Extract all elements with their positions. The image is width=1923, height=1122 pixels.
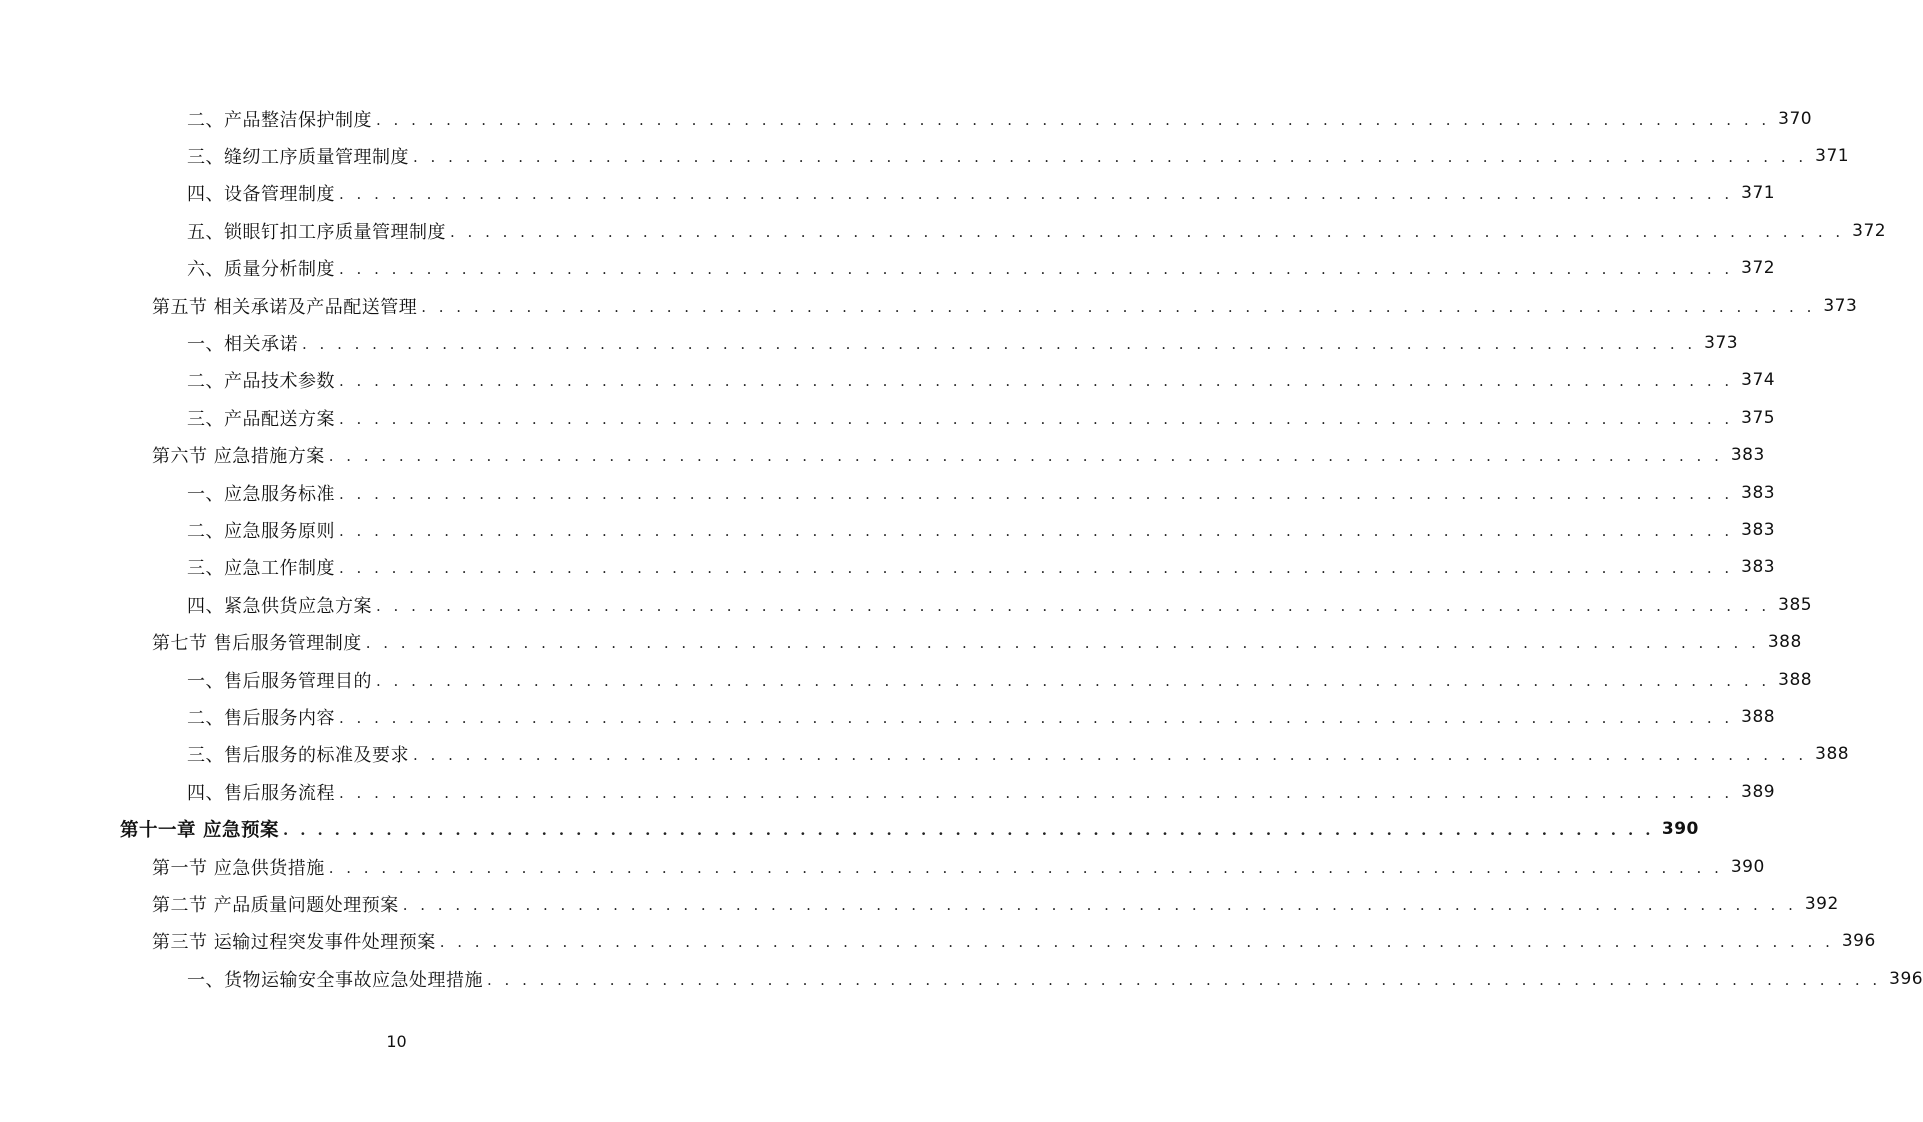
toc-entry-title: 三、售后服务的标准及要求 <box>187 745 409 767</box>
dot-leader: . . . . . . . . . . . . . . . . . . . . . . . . . . . . . . . . . . . . . . . . . . . . . . . . . . . . . . . . . . . . . . . . . . . . . . . . . . . . . . . . <box>302 335 1697 354</box>
toc-entry-title: 第二节 产品质量问题处理预案 <box>152 894 399 916</box>
toc-subsection-entry[interactable] <box>0 250 1776 287</box>
toc-subsection-entry[interactable] <box>0 511 1776 548</box>
dot-leader: . . . . . . . . . . . . . . . . . . . . . . . . . . . . . . . . . . . . . . . . . . . . . . . . . . . . . . . . . . . . . . . . . . . . . . . . . . . . . . . . <box>376 671 1771 690</box>
toc-subsection-entry[interactable] <box>0 137 1850 174</box>
toc-entry-title: 四、紧急供货应急方案 <box>187 595 372 617</box>
dot-leader: . . . . . . . . . . . . . . . . . . . . . . . . . . . . . . . . . . . . . . . . . . . . . . . . . . . . . . . . . . . . . . . . . . . . . . . . . . . . . . . . <box>339 260 1734 279</box>
toc-entry-page: 388 <box>1767 632 1802 653</box>
toc-subsection-entry[interactable] <box>0 698 1776 735</box>
toc-entry-title: 第七节 售后服务管理制度 <box>152 633 362 655</box>
toc-chapter-entry[interactable] <box>0 810 1699 847</box>
dot-leader: . . . . . . . . . . . . . . . . . . . . . . . . . . . . . . . . . . . . . . . . . . . . . . . . . . . . . . . . . . . . . . . . . . . . . . . . . . . . . . . . <box>413 148 1808 167</box>
toc-subsection-entry[interactable] <box>0 324 1739 361</box>
toc-subsection-entry[interactable] <box>0 175 1776 212</box>
table-of-contents <box>0 100 1923 997</box>
dot-leader: . . . . . . . . . . . . . . . . . . . . . . . . . . . . . . . . . . . . . . . . . . . . . . . . . . . . . . . . . . . . . . . . . . . . . . . . . . . . . . . . <box>339 409 1734 428</box>
toc-entry-title: 第一节 应急供货措施 <box>152 857 325 879</box>
toc-entry-title: 二、产品整洁保护制度 <box>187 109 372 131</box>
toc-entry-page: 374 <box>1741 370 1776 391</box>
toc-entry-title: 二、售后服务内容 <box>187 707 335 729</box>
toc-entry-page: 373 <box>1704 333 1739 354</box>
toc-entry-title: 第六节 应急措施方案 <box>152 446 325 468</box>
dot-leader: . . . . . . . . . . . . . . . . . . . . . . . . . . . . . . . . . . . . . . . . . . . . . . . . . . . . . . . . . . . . . . . . . . . . . . . . . . . . . . . . <box>328 858 1723 877</box>
toc-entry-page: 383 <box>1730 445 1765 466</box>
toc-entry-title: 三、应急工作制度 <box>187 558 335 580</box>
dot-leader: . . . . . . . . . . . . . . . . . . . . . . . . . . . . . . . . . . . . . . . . . . . . . . . . . . . . . . . . . . . . . . . . . . . . . . . . . . . . . . . . <box>328 447 1723 466</box>
toc-entry-page: 388 <box>1741 706 1776 727</box>
toc-section-entry[interactable] <box>0 623 1802 660</box>
toc-entry-page: 396 <box>1889 968 1923 989</box>
dot-leader: . . . . . . . . . . . . . . . . . . . . . . . . . . . . . . . . . . . . . . . . . . . . . . . . . . . . . . . . . . . . . . . . . . . . . . . . . . . . . . . . <box>413 746 1808 765</box>
dot-leader: . . . . . . . . . . . . . . . . . . . . . . . . . . . . . . . . . . . . . . . . . . . . . . . . . . . . . . . . . . . . . . . . . . . . . . . . . . . . . . . . <box>402 895 1797 914</box>
toc-entry-page: 383 <box>1741 482 1776 503</box>
dot-leader: . . . . . . . . . . . . . . . . . . . . . . . . . . . . . . . . . . . . . . . . . . . . . . . . . . . . . . . . . . . . . . . . . . . . . . . . . . . . . . . . <box>339 708 1734 727</box>
toc-subsection-entry[interactable] <box>0 399 1776 436</box>
dot-leader: . . . . . . . . . . . . . . . . . . . . . . . . . . . . . . . . . . . . . . . . . . . . . . . . . . . . . . . . . . . . . . . . . . . . . . . . . . . . . . . . <box>487 970 1882 989</box>
toc-section-entry[interactable] <box>0 885 1839 922</box>
toc-subsection-entry[interactable] <box>0 362 1776 399</box>
toc-entry-page: 372 <box>1741 258 1776 279</box>
page-number: 10 <box>386 1032 407 1051</box>
toc-subsection-entry[interactable] <box>0 773 1776 810</box>
toc-section-entry[interactable] <box>0 848 1765 885</box>
dot-leader: . . . . . . . . . . . . . . . . . . . . . . . . . . . . . . . . . . . . . . . . . . . . . . . . . . . . . . . . . . . . . . . . . . . . . . . . . . . . . . . . <box>339 372 1734 391</box>
toc-entry-title: 一、相关承诺 <box>187 334 298 356</box>
toc-subsection-entry[interactable] <box>0 586 1813 623</box>
toc-entry-page: 388 <box>1815 744 1850 765</box>
toc-entry-page: 383 <box>1741 557 1776 578</box>
toc-entry-title: 五、锁眼钉扣工序质量管理制度 <box>187 221 446 243</box>
toc-entry-title: 三、产品配送方案 <box>187 408 335 430</box>
toc-entry-page: 392 <box>1804 893 1839 914</box>
dot-leader: . . . . . . . . . . . . . . . . . . . . . . . . . . . . . . . . . . . . . . . . . . . . . . . . . . . . . . . . . . . . . . . . . . . . . . . . . . . . . . . . <box>376 110 1771 129</box>
toc-subsection-entry[interactable] <box>0 474 1776 511</box>
toc-section-entry[interactable] <box>0 437 1765 474</box>
toc-subsection-entry[interactable] <box>0 960 1923 997</box>
toc-entry-title: 四、设备管理制度 <box>187 184 335 206</box>
toc-subsection-entry[interactable] <box>0 100 1813 137</box>
toc-entry-title: 一、售后服务管理目的 <box>187 670 372 692</box>
dot-leader: . . . . . . . . . . . . . . . . . . . . . . . . . . . . . . . . . . . . . . . . . . . . . . . . . . . . . . . . . . . . . . . . . . . . . . . . . . . . . . . . <box>339 559 1734 578</box>
toc-entry-page: 388 <box>1778 669 1813 690</box>
toc-entry-page: 385 <box>1778 594 1813 615</box>
dot-leader: . . . . . . . . . . . . . . . . . . . . . . . . . . . . . . . . . . . . . . . . . . . . . . . . . . . . . . . . . . . . . . . . . . . . . . . . . . . . . . . . <box>450 222 1845 241</box>
toc-subsection-entry[interactable] <box>0 736 1850 773</box>
toc-subsection-entry[interactable] <box>0 661 1813 698</box>
toc-entry-title: 一、应急服务标准 <box>187 483 335 505</box>
toc-entry-title: 三、缝纫工序质量管理制度 <box>187 147 409 169</box>
toc-entry-title: 六、质量分析制度 <box>187 259 335 281</box>
toc-entry-title: 一、货物运输安全事故应急处理措施 <box>187 969 483 991</box>
toc-entry-title: 第三节 运输过程突发事件处理预案 <box>152 932 436 954</box>
dot-leader: . . . . . . . . . . . . . . . . . . . . . . . . . . . . . . . . . . . . . . . . . . . . . . . . . . . . . . . . . . . . . . . . . . . . . . . . . . . . . . . . <box>421 297 1816 316</box>
toc-entry-title: 四、售后服务流程 <box>187 782 335 804</box>
toc-entry-page: 370 <box>1778 108 1813 129</box>
dot-leader: . . . . . . . . . . . . . . . . . . . . . . . . . . . . . . . . . . . . . . . . . . . . . . . . . . . . . . . . . . . . . . . . . . . . . . . . . . . . . . . . <box>339 783 1734 802</box>
toc-entry-page: 372 <box>1852 220 1887 241</box>
toc-subsection-entry[interactable] <box>0 212 1887 249</box>
dot-leader: . . . . . . . . . . . . . . . . . . . . . . . . . . . . . . . . . . . . . . . . . . . . . . . . . . . . . . . . . . . . . . . . . . . . . . . . . . . . . . . . <box>339 484 1734 503</box>
dot-leader: . . . . . . . . . . . . . . . . . . . . . . . . . . . . . . . . . . . . . . . . . . . . . . . . . . . . . . . . . . . . . . . . . . . . . . . . . . . . . . . . <box>439 933 1834 952</box>
toc-entry-page: 390 <box>1730 856 1765 877</box>
dot-leader: . . . . . . . . . . . . . . . . . . . . . . . . . . . . . . . . . . . . . . . . . . . . . . . . . . . . . . . . . . . . . . . . . . . . . . . . . . . . . . . . <box>365 634 1760 653</box>
toc-entry-page: 371 <box>1741 183 1776 204</box>
toc-entry-page: 396 <box>1841 931 1876 952</box>
dot-leader: . . . . . . . . . . . . . . . . . . . . . . . . . . . . . . . . . . . . . . . . . . . . . . . . . . . . . . . . . . . . . . . . . . . . . . . . . . . . . . . . <box>339 185 1734 204</box>
toc-entry-page: 389 <box>1741 781 1776 802</box>
toc-entry-page: 371 <box>1815 146 1850 167</box>
toc-entry-title: 第五节 相关承诺及产品配送管理 <box>152 296 418 318</box>
dot-leader: . . . . . . . . . . . . . . . . . . . . . . . . . . . . . . . . . . . . . . . . . . . . . . . . . . . . . . . . . . . . . . . . . . . . . . . . . . . . . . . . <box>282 821 1654 840</box>
toc-section-entry[interactable] <box>0 923 1876 960</box>
dot-leader: . . . . . . . . . . . . . . . . . . . . . . . . . . . . . . . . . . . . . . . . . . . . . . . . . . . . . . . . . . . . . . . . . . . . . . . . . . . . . . . . <box>339 521 1734 540</box>
toc-entry-title: 第十一章 应急预案 <box>120 820 279 842</box>
toc-entry-title: 二、产品技术参数 <box>187 371 335 393</box>
dot-leader: . . . . . . . . . . . . . . . . . . . . . . . . . . . . . . . . . . . . . . . . . . . . . . . . . . . . . . . . . . . . . . . . . . . . . . . . . . . . . . . . <box>376 596 1771 615</box>
toc-entry-page: 383 <box>1741 519 1776 540</box>
toc-section-entry[interactable] <box>0 287 1858 324</box>
toc-entry-page: 390 <box>1661 819 1699 840</box>
toc-entry-page: 375 <box>1741 407 1776 428</box>
toc-entry-page: 373 <box>1823 295 1858 316</box>
toc-subsection-entry[interactable] <box>0 549 1776 586</box>
toc-entry-title: 二、应急服务原则 <box>187 520 335 542</box>
